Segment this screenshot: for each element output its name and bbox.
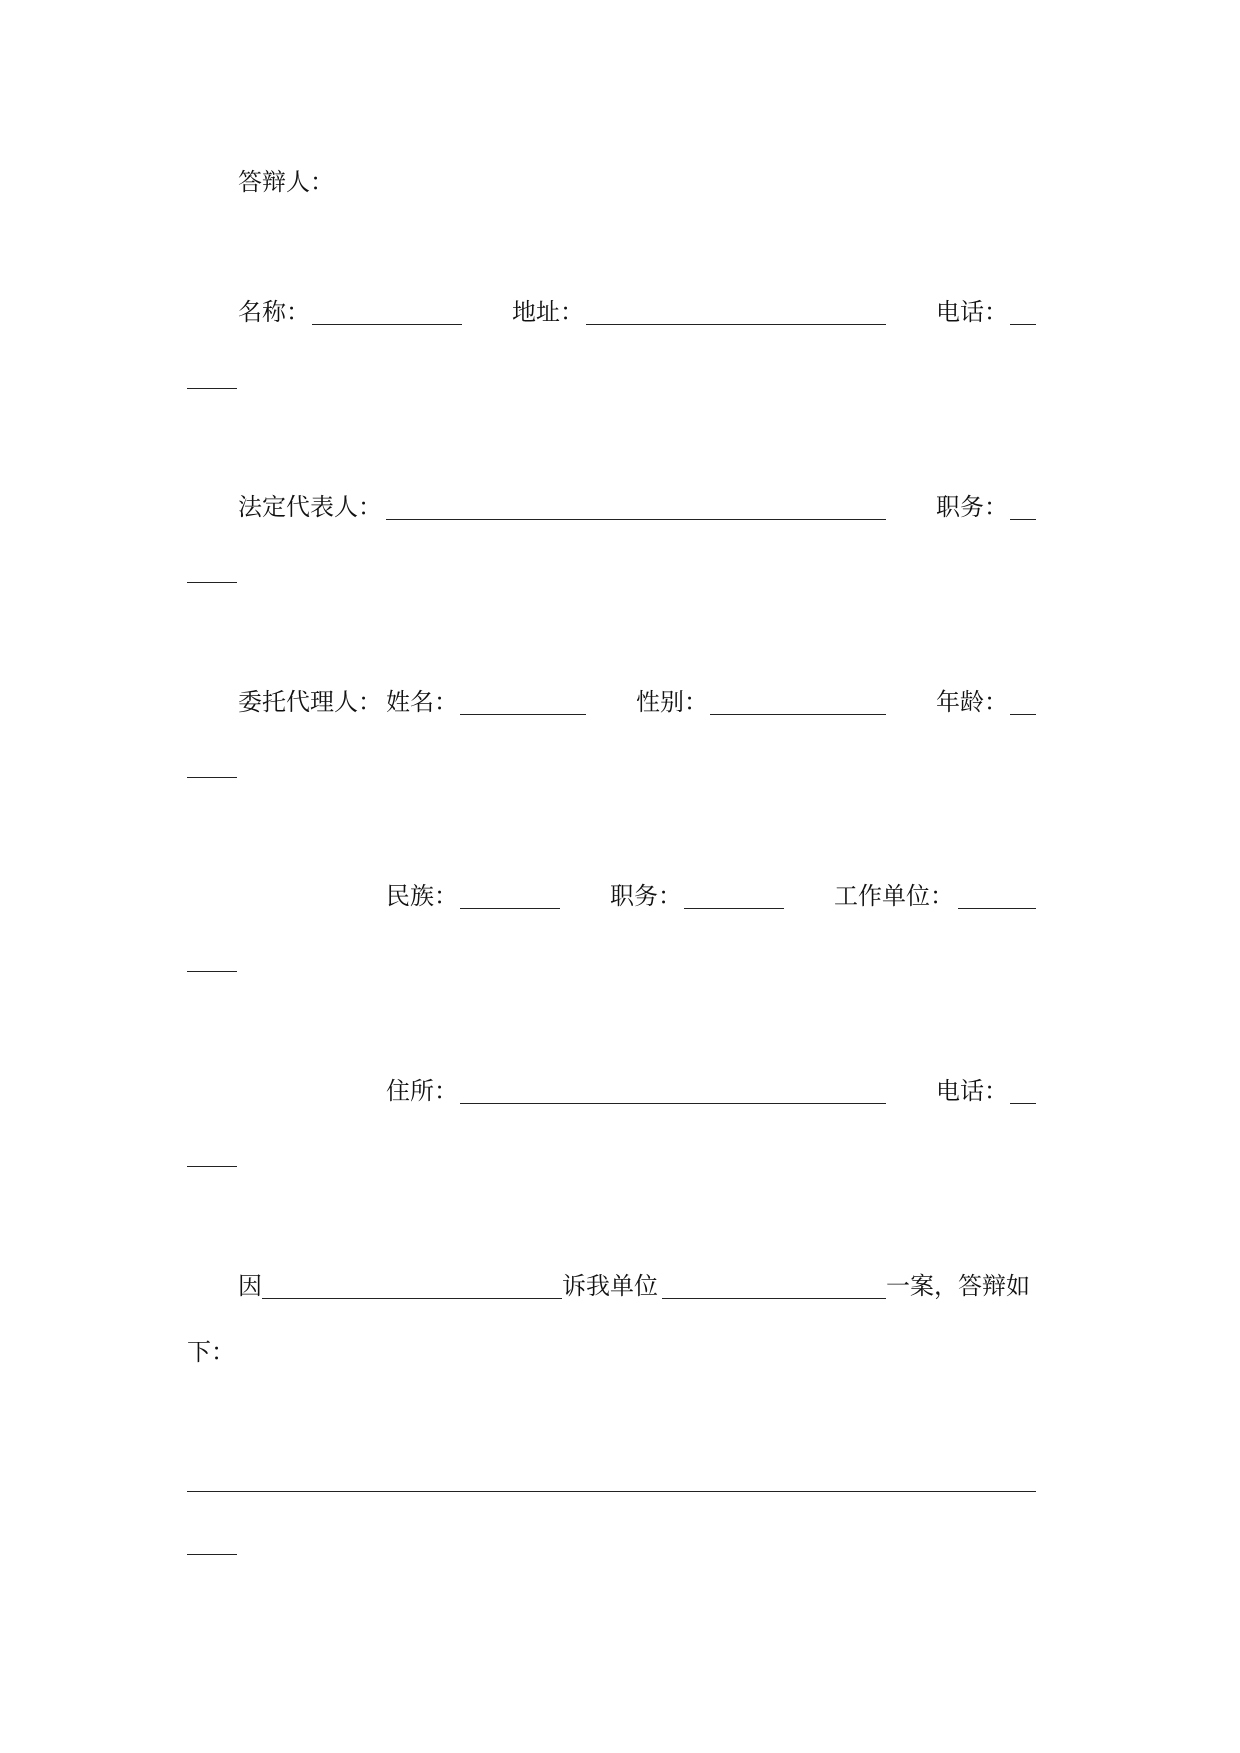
company-address-field[interactable]	[586, 324, 886, 325]
case-matter-field[interactable]	[662, 1298, 886, 1299]
statement-row	[0, 1270, 1240, 1302]
company-name-label: 名称：	[238, 298, 310, 326]
agent-workplace-field-continued[interactable]	[187, 971, 237, 972]
company-name-field[interactable]	[312, 324, 462, 325]
statement-prefix: 因	[238, 1272, 262, 1300]
legal-rep-label: 法定代表人：	[238, 493, 382, 521]
legal-rep-field[interactable]	[386, 519, 886, 520]
agent-workplace-label: 工作单位：	[834, 882, 954, 910]
defense-content-field-continued[interactable]	[187, 1554, 237, 1555]
agent-age-label: 年龄：	[936, 688, 1008, 716]
company-info-row	[0, 296, 1240, 328]
legal-rep-row	[0, 491, 1240, 523]
agent-row-3	[0, 1075, 1240, 1107]
agent-label: 委托代理人：	[238, 688, 382, 716]
agent-gender-field[interactable]	[710, 714, 886, 715]
legal-rep-position-label: 职务：	[936, 493, 1008, 521]
agent-position-field[interactable]	[684, 908, 784, 909]
legal-rep-position-field-continued[interactable]	[187, 582, 237, 583]
plaintiff-field[interactable]	[262, 1298, 562, 1299]
agent-row-1	[0, 686, 1240, 718]
agent-ethnicity-label: 民族：	[386, 882, 458, 910]
legal-rep-position-field[interactable]	[1010, 519, 1036, 520]
agent-gender-label: 性别：	[636, 688, 708, 716]
agent-position-label: 职务：	[610, 882, 682, 910]
agent-phone-label: 电话：	[936, 1077, 1008, 1105]
agent-age-field[interactable]	[1010, 714, 1036, 715]
company-phone-label: 电话：	[936, 298, 1008, 326]
agent-workplace-field[interactable]	[958, 908, 1036, 909]
statement-suffix: 一案，答辩如	[886, 1272, 1030, 1300]
statement-middle: 诉我单位	[562, 1272, 658, 1300]
agent-row-2	[0, 880, 1240, 912]
agent-ethnicity-field[interactable]	[460, 908, 560, 909]
agent-name-field[interactable]	[460, 714, 586, 715]
agent-residence-field[interactable]	[460, 1103, 886, 1104]
company-address-label: 地址：	[512, 298, 584, 326]
agent-phone-field[interactable]	[1010, 1103, 1036, 1104]
agent-residence-label: 住所：	[386, 1077, 458, 1105]
company-phone-field-continued[interactable]	[187, 388, 237, 389]
respondent-heading: 答辩人：	[238, 168, 334, 196]
defense-content-field[interactable]	[187, 1491, 1036, 1492]
statement-continuation: 下：	[187, 1338, 235, 1366]
agent-phone-field-continued[interactable]	[187, 1166, 237, 1167]
agent-age-field-continued[interactable]	[187, 777, 237, 778]
company-phone-field[interactable]	[1010, 324, 1036, 325]
agent-name-label: 姓名：	[386, 688, 458, 716]
